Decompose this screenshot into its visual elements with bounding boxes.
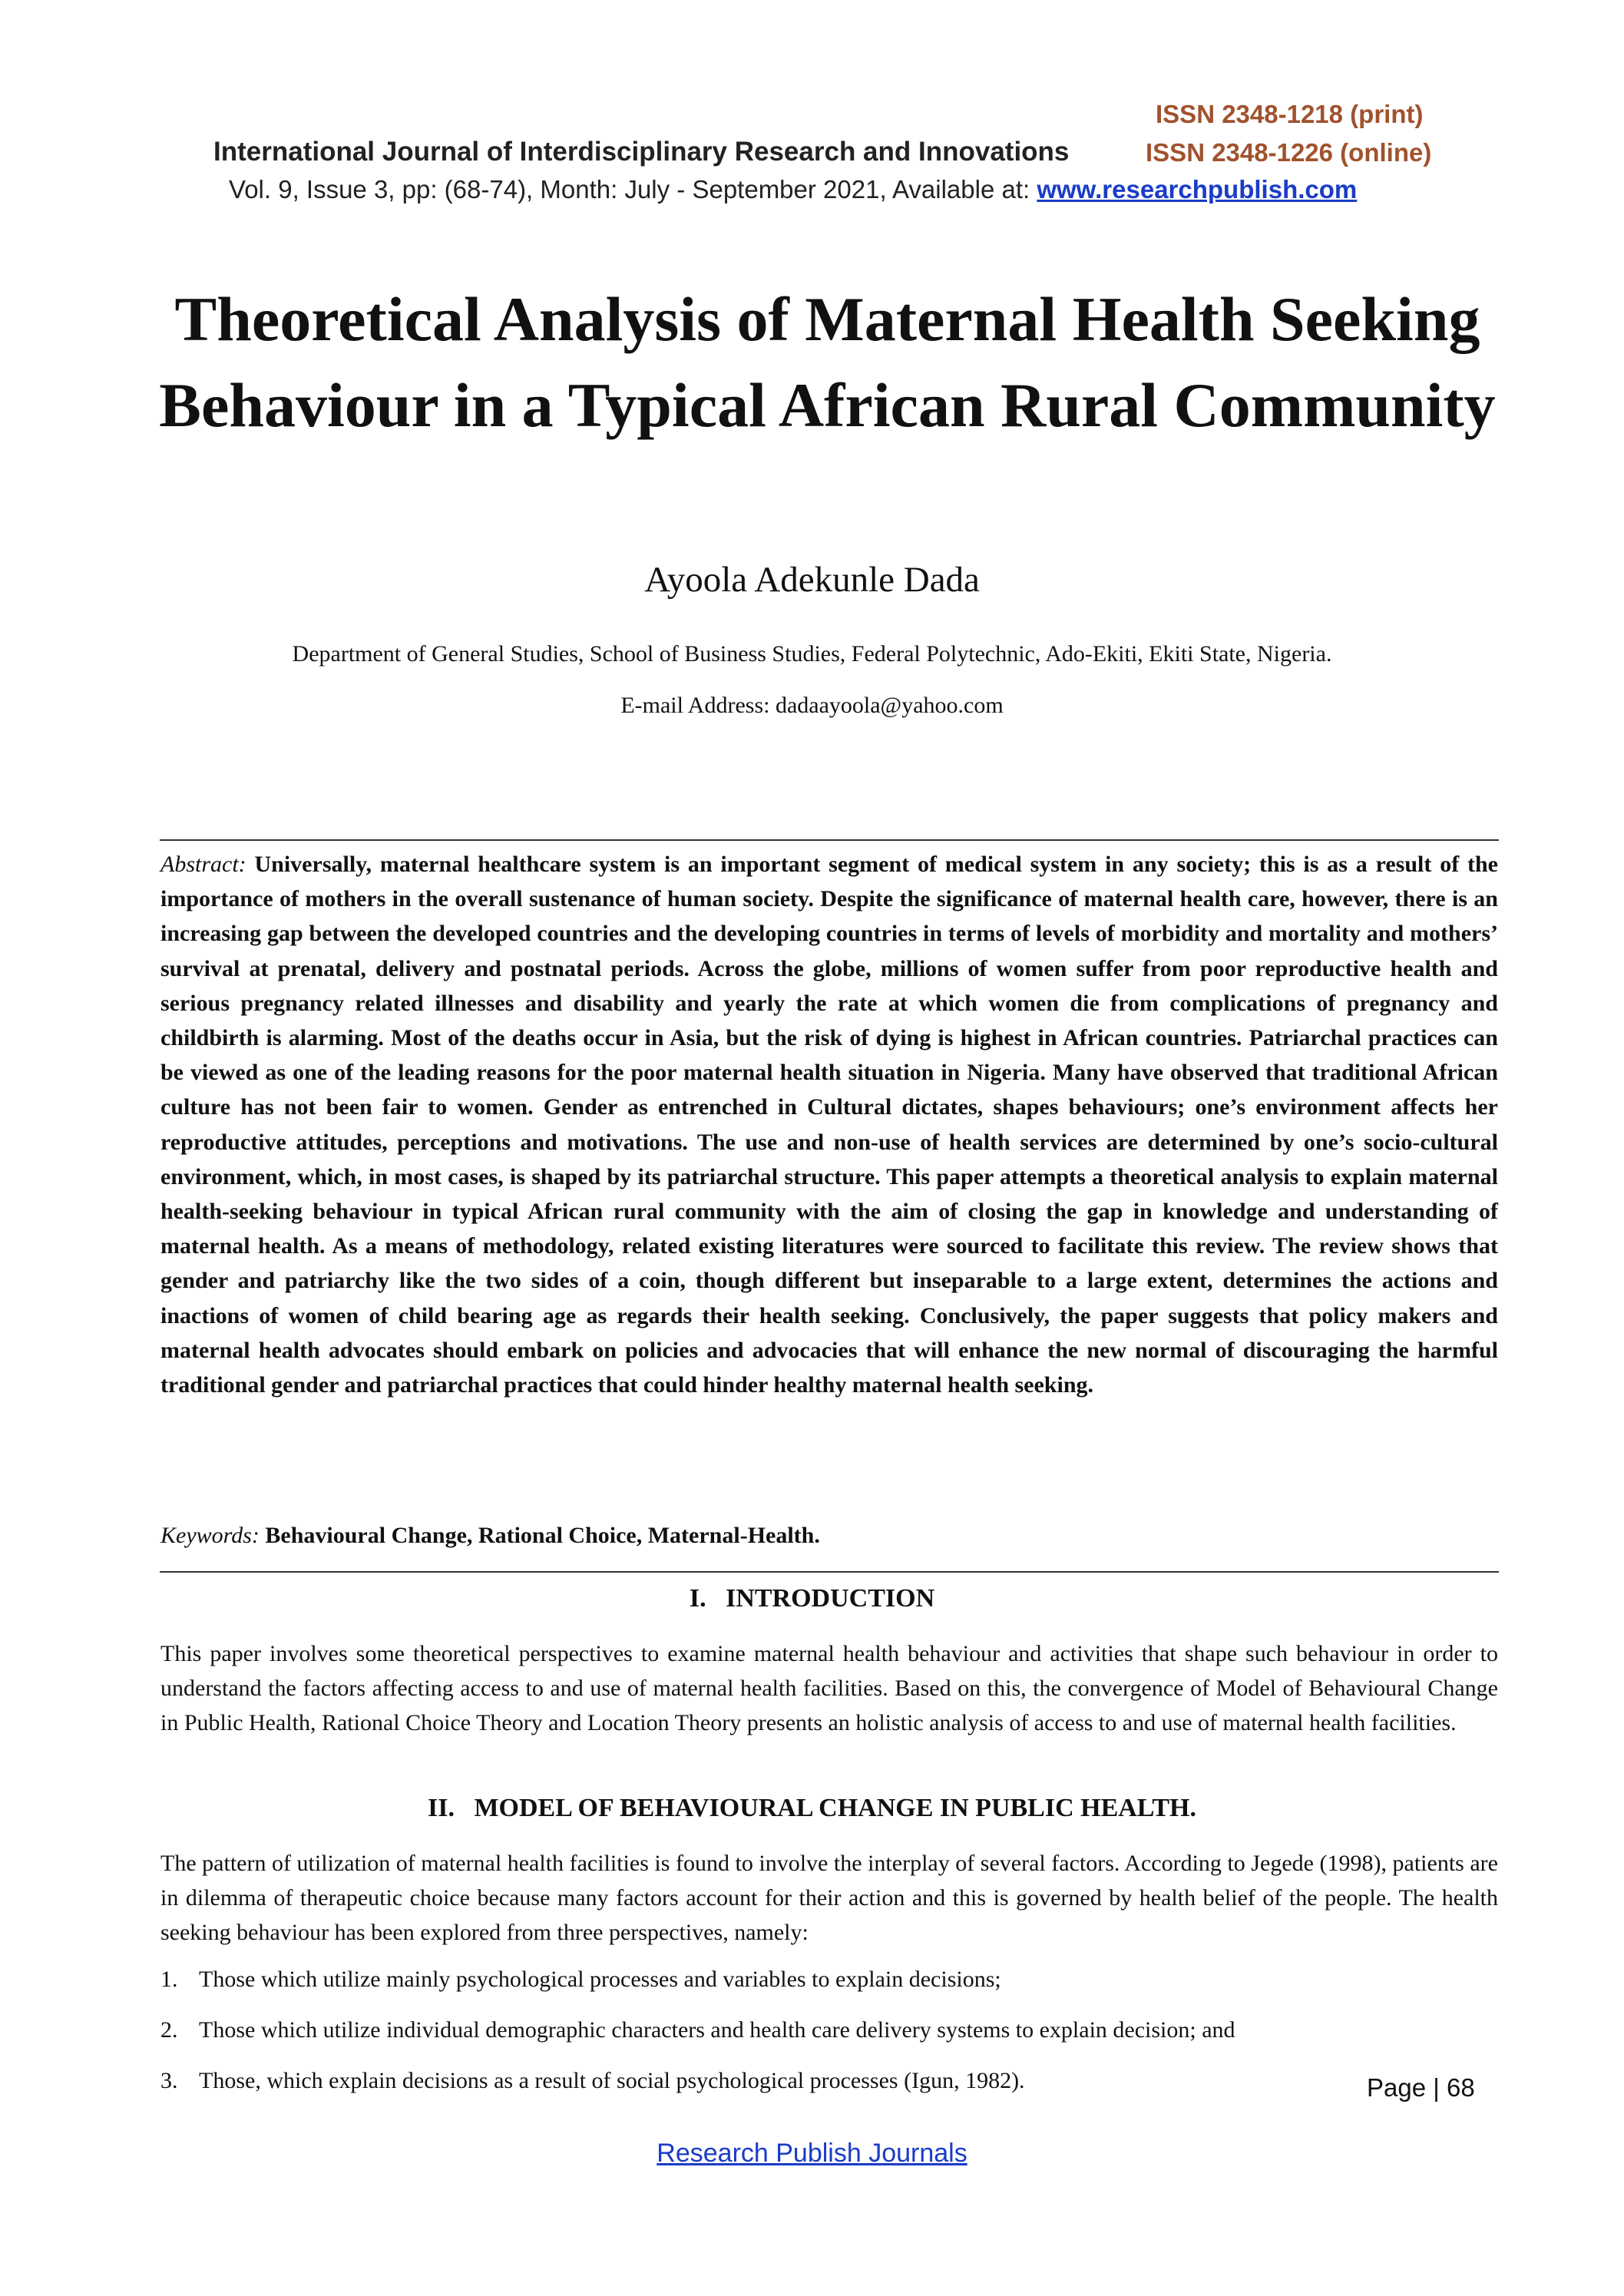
section-heading-introduction: I. INTRODUCTION bbox=[689, 1584, 935, 1613]
list-item-text: Those, which explain decisions as a result of social psychological processes (Igun, 1982). bbox=[199, 2068, 1025, 2093]
issn-online: ISSN 2348-1226 (online) bbox=[1146, 138, 1432, 167]
list-item-number: 1. bbox=[160, 1967, 178, 1992]
introduction-paragraph: This paper involves some theoretical perspectives to examine maternal health behaviour and activities that shape such behaviour in order to understand the factors affecting access to and use of maternal health facilities. Based on this, the convergence of Model of Behavioural Change in Public Health, Rational Choice Theory and Location Theory presents an holistic analysis of access to and use of maternal health facilities. bbox=[160, 1641, 1498, 1735]
abstract-text: Universally, maternal healthcare system is an important segment of medical system in any society; this is as a result of the importance of mothers in the overall sustenance of human society. Despite the significance of maternal health care, however, there is an increasing gap between the developed countries and the developing countries in terms of levels of morbidity and mortality and mothers’ survival at prenatal, delivery and postnatal periods. Across the globe, millions of women suffer from poor reproductive health and serious pregnancy related illnesses and disability and yearly the rate at which women die from complications of pregnancy and childbirth is alarming. Most of the deaths occur in Asia, but the risk of dying is highest in African countries. Patriarchal practices can be viewed as one of the leading reasons for the poor maternal health situation in Nigeria. Many have observed that traditional African culture has not been fair to women. Gender as entrenched in Cultural dictates, shapes behaviours; one’s environment affects her reproductive attitudes, perceptions and motivations. The use and non-use of health services are determined by one’s socio-cultural environment, which, in most cases, is shaped by its patriarchal structure. This paper attempts a theoretical analysis to explain maternal health-seeking behaviour in typical African rural community with the aim of closing the gap in knowledge and understanding of maternal health. As a means of methodology, related existing literatures were sourced to facilitate this review. The review shows that gender and patriarchy like the two sides of a coin, though different but inseparable to a large extent, determines the actions and inactions of women of child bearing age as regards their health seeking. Conclusively, the paper suggests that policy makers and maternal health advocates should embark on policies and advocacies that will enhance the new normal of discouraging the harmful traditional gender and patriarchal practices that could hinder healthy maternal health seeking. bbox=[160, 852, 1499, 1398]
keywords bbox=[160, 1520, 1498, 1551]
paper-title: Theoretical Analysis of Maternal Health Seeking Behaviour in a Typical African Rural Community bbox=[159, 284, 1496, 440]
perspectives-list bbox=[160, 1964, 1498, 2116]
author-name: Ayoola Adekunle Dada bbox=[644, 560, 980, 600]
keywords-text: Behavioural Change, Rational Choice, Maternal-Health. bbox=[265, 1523, 820, 1548]
list-item-number: 3. bbox=[160, 2068, 178, 2093]
list-item bbox=[160, 2015, 1498, 2066]
website-link[interactable]: www.researchpublish.com bbox=[1037, 175, 1358, 203]
keywords-label: Keywords: bbox=[160, 1523, 260, 1548]
volume-info: Vol. 9, Issue 3, pp: (68-74), Month: July - September 2021, Available at: bbox=[229, 175, 1030, 203]
abstract-top-rule bbox=[160, 839, 1499, 841]
behavioural-change-paragraph: The pattern of utilization of maternal health facilities is found to involve the interplay of several factors. According to Jegede (1998), patients are in dilemma of therapeutic choice because many factors account for their action and this is governed by health belief of the people. The health seeking behaviour has been explored from three perspectives, namely: bbox=[160, 1851, 1498, 1945]
page-number: Page | 68 bbox=[1367, 2073, 1475, 2102]
author-affiliation: Department of General Studies, School of Business Studies, Federal Polytechnic, Ado-Ekiti, Ekiti State, Nigeria. bbox=[292, 641, 1332, 667]
abstract-bottom-rule bbox=[160, 1571, 1499, 1573]
list-item-text: Those which utilize mainly psychological processes and variables to explain decisions; bbox=[199, 1967, 1001, 1992]
publisher-link[interactable]: Research Publish Journals bbox=[657, 2139, 967, 2168]
abstract bbox=[160, 847, 1498, 1402]
list-item bbox=[160, 1964, 1498, 2015]
list-item bbox=[160, 2066, 1498, 2116]
volume-line bbox=[229, 175, 1357, 204]
journal-name: International Journal of Interdisciplinary Research and Innovations bbox=[213, 137, 1070, 167]
issn-print: ISSN 2348-1218 (print) bbox=[1156, 100, 1424, 128]
abstract-label: Abstract: bbox=[160, 852, 246, 877]
list-item-text: Those which utilize individual demographic characters and health care delivery systems to explain decision; and bbox=[199, 2017, 1235, 2043]
list-item-number: 2. bbox=[160, 2017, 178, 2043]
author-email: E-mail Address: dadaayoola@yahoo.com bbox=[620, 693, 1004, 718]
section-heading-behavioural-change: II. MODEL OF BEHAVIOURAL CHANGE IN PUBLIC HEALTH. bbox=[428, 1794, 1196, 1822]
footer bbox=[0, 2139, 1624, 2169]
